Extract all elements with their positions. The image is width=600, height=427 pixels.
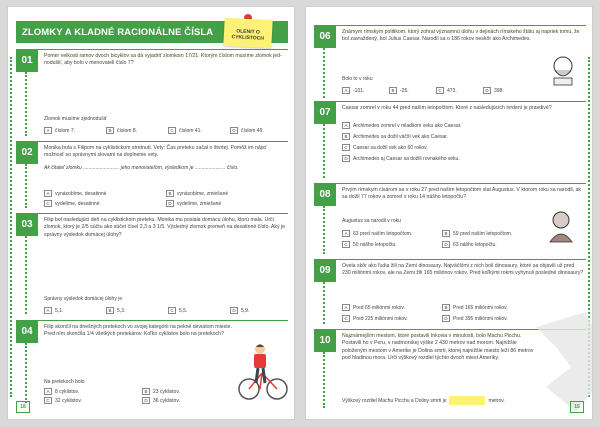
chapter-title: ZLOMKY A KLADNÉ RACIONÁLNE ČÍSLA: [16, 21, 288, 43]
task-06: [314, 25, 586, 99]
task-question: Filip bol nasledujúci deň na cyklistickom preteku. Monika mu posiala domácu úlohu, ktorú mala. Urči zlomok, ktorý je 2/5 súčtu ako súčet čísel 2,3 a 3 1/5. Výsledný zlomok premeň na desatinné číslo. Aký je správny výsledok domácej úlohy?: [44, 217, 286, 238]
option-a[interactable]: A 63 pred naším letopočtom.: [342, 230, 412, 237]
option-c[interactable]: C 32 cyklistov.: [44, 397, 82, 404]
task-number: 06: [314, 26, 336, 48]
task-number: 03: [16, 214, 38, 236]
option-c[interactable]: C 5,5.: [168, 307, 187, 314]
option-b[interactable]: B 5,3.: [106, 307, 125, 314]
option-d[interactable]: D vydelíme, zmiešané: [166, 200, 221, 207]
task-number: 02: [16, 142, 38, 164]
answer-line: [342, 396, 505, 405]
option-b[interactable]: B -26.: [389, 87, 409, 94]
cyclist-illustration: [238, 343, 288, 403]
task-07: [314, 101, 586, 179]
option-c[interactable]: C Caesar sa dožil vek ako 60 rokov.: [342, 144, 428, 151]
task-number: 01: [16, 50, 38, 72]
option-d[interactable]: D Pred 395 miliónmi rokov.: [442, 315, 508, 322]
task-01: [16, 49, 288, 139]
option-d[interactable]: D 36 cyklistov.: [142, 397, 180, 404]
task-dots: [323, 282, 325, 324]
task-dots: [323, 352, 325, 408]
option-b[interactable]: B Archimedes sa dožil väčší vek ako Caesar.: [342, 133, 448, 140]
option-a[interactable]: A Archimedes zomrel v mladšom veku ako Caesar.: [342, 122, 461, 129]
task-question: Prvým rímskym cisárom sa v roku 27 pred naším letopočtom stal Augustus. V ktorom roku sa narodil, ak sa dožil 77 rokov a zomrel v roku 14 nášho letopočtu?: [342, 187, 581, 201]
task-number: 10: [314, 330, 336, 352]
option-c[interactable]: C vydelíme, desatinné: [44, 200, 99, 207]
answer-prompt: Na pretekoch bolo: [44, 379, 85, 385]
left-margin-dots: [10, 57, 12, 397]
page-number: 18: [16, 401, 30, 413]
sticky-note: OLENIT O CYKLISTOCH: [223, 18, 272, 48]
task-number: 09: [314, 260, 336, 282]
task-04: [16, 320, 288, 405]
option-b[interactable]: B číslom 8.: [106, 127, 137, 134]
answer-prompt: Správny výsledok domácej úlohy je: [44, 296, 123, 302]
answer-prompt: Bolo to v roku: [342, 76, 373, 82]
answer-prompt: Zlomok musíme zjednodušiť: [44, 116, 107, 122]
option-d[interactable]: D číslom 49.: [230, 127, 264, 134]
task-number: 08: [314, 184, 336, 206]
task-dots: [323, 124, 325, 178]
option-b[interactable]: B Pred 165 miliónmi rokov.: [442, 304, 508, 311]
task-question: Ovela skôr ako ľudia žili na Zemi dinosaury. Najväčšími z nich boli dinosaury, ktoré sa objavili už pred 230 miliónmi rokov, ale na Zemi žili 165 miliónov rokov. Pred koľkými rokmi vyhynuli posledné dinosaury?: [342, 263, 584, 277]
answer-prompt: Výškový rozdiel Machu Picchu a Doliny smrti je: [342, 397, 447, 404]
archimedes-bust-illustration: [546, 52, 580, 86]
option-c[interactable]: C 473.: [436, 87, 457, 94]
task-question: Najznámejším mestom, ktoré postavili Inkovia v minulosti, bolo Machu Picchu. Postavili ho v Peru, v nadmorskej výške 2 430 metrov nad morom. Najnižšie položeným mestom v Amerike je Dolina smrti, ktorej najnižšie miesto leží 86 metrov pod hladinou mora. Urči výškový rozdiel týchto dvoch miest Ameriky.: [342, 333, 534, 362]
option-c[interactable]: C 50 nášho letopočtu.: [342, 241, 397, 248]
task-question: Známym rímskym politikom, ktorý zohral významnú úlohu v dejinách rímskeho štátu aj napriek tomu, že bol zavraždený, bol Julius Caesar. Narodil sa o 186 rokov neskôr ako Archimedes.: [342, 29, 580, 43]
option-a[interactable]: A -101.: [342, 87, 364, 94]
option-c[interactable]: C Pred 225 miliónmi rokov.: [342, 315, 408, 322]
answer-unit: metrov.: [488, 397, 505, 404]
option-a[interactable]: A číslom 7.: [44, 127, 75, 134]
option-a[interactable]: A 5,1.: [44, 307, 63, 314]
task-03: [16, 213, 288, 318]
task-question: Filip skončil na dnešných pretekoch vo svojej kategórii na pekné deviatom mieste. Pred ním skončila 1/4 všetkých pretekárov. Koľko cyklistov bolo na pretekoch?: [44, 324, 233, 338]
option-b[interactable]: B vynásobíme, zmiešané: [166, 190, 228, 197]
task-number: 07: [314, 102, 336, 124]
task-dots: [323, 48, 325, 98]
task-question: Monika bola s Filipom na cyklistickom stretnutí. Vety: Čas preteku začal o štvrtej. Pomôž im nájsť možnosť so správnymi slovami na doplnenie vety.: [44, 145, 267, 159]
right-page: [305, 6, 593, 420]
task-02: [16, 141, 288, 211]
task-dots: [323, 206, 325, 254]
task-dots: [25, 72, 27, 136]
option-b[interactable]: B 59 pred naším letopočtom.: [442, 230, 512, 237]
task-dots: [25, 236, 27, 314]
option-a[interactable]: A vynásobíme, desatinné: [44, 190, 106, 197]
option-a[interactable]: A Pred 65 miliónmi rokov.: [342, 304, 405, 311]
option-d[interactable]: D Archimedes aj Caesar sa dožili rovnakého veku.: [342, 155, 460, 162]
option-c[interactable]: C číslom 41.: [168, 127, 202, 134]
task-question: Caesar zomrel v roku 44 pred naším letopočtom. Ktoré z nasledujúcich tvrdení je pravdivé?: [342, 105, 552, 111]
task-dots: [25, 343, 27, 403]
task-08: [314, 183, 586, 255]
option-d[interactable]: D 398.: [483, 87, 504, 94]
left-page: [7, 6, 295, 420]
answer-prompt: Augustus sa narodil v roku: [342, 218, 401, 224]
task-question: Pomer velkosti ramov dvoch bicyklov sa dá vyjadriť zlomkom 17/21. Ktorým číslom musíme zlomok jed-nodušiť, aby bolo v menovateli číslo 7?: [44, 53, 282, 67]
augustus-bust-illustration: [544, 208, 578, 244]
option-b[interactable]: B 23 cyklistov.: [142, 388, 180, 395]
option-d[interactable]: D 63 nášho letopočtu.: [442, 241, 497, 248]
task-dots: [25, 164, 27, 208]
option-a[interactable]: A 8 cyklistov.: [44, 388, 79, 395]
answer-input[interactable]: [449, 396, 485, 405]
fill-line: Ak čitateľ zlomku .......................... jeho menovateľom, výsledkom je ...................... číslo.: [44, 165, 239, 171]
option-d[interactable]: D 5,9.: [230, 307, 249, 314]
page-number: 15: [570, 401, 584, 413]
task-number: 04: [16, 321, 38, 343]
